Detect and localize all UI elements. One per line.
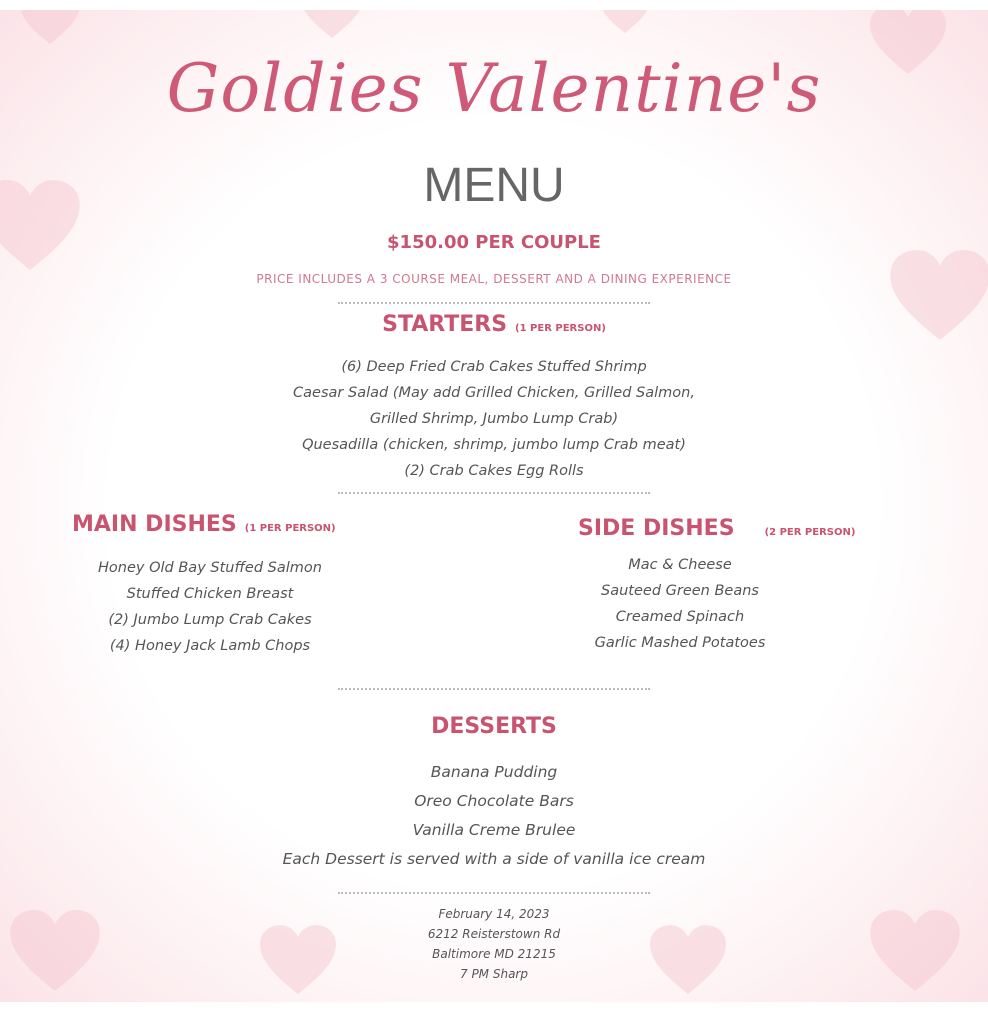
menu-card bbox=[0, 10, 988, 1002]
divider bbox=[338, 892, 650, 894]
sides-heading: SIDE DISHES bbox=[578, 516, 735, 541]
list-item: Vanilla Creme Brulee bbox=[412, 821, 576, 839]
divider bbox=[338, 302, 650, 304]
mains-list bbox=[60, 555, 360, 659]
divider bbox=[338, 492, 650, 494]
heart-icon bbox=[300, 10, 364, 38]
list-item: Caesar Salad (May add Grilled Chicken, Grilled Salmon, bbox=[293, 385, 695, 401]
event-details bbox=[0, 904, 988, 984]
heart-icon bbox=[20, 10, 80, 44]
list-item: Stuffed Chicken Breast bbox=[126, 586, 294, 602]
list-item: (6) Deep Fried Crab Cakes Stuffed Shrimp bbox=[341, 359, 647, 375]
list-item: Honey Old Bay Stuffed Salmon bbox=[98, 560, 322, 576]
menu-title: MENU bbox=[423, 159, 565, 212]
mains-note: (1 PER PERSON) bbox=[244, 523, 336, 534]
price: $150.00 PER COUPLE bbox=[387, 232, 601, 253]
starters-heading: STARTERS bbox=[382, 312, 508, 337]
event-address: 6212 Reisterstown Rd bbox=[427, 927, 561, 941]
desserts-list bbox=[0, 758, 988, 874]
sides-header bbox=[578, 516, 938, 541]
event-city: Baltimore MD 21215 bbox=[432, 947, 556, 961]
event-date: February 14, 2023 bbox=[438, 907, 550, 921]
list-item: (2) Crab Cakes Egg Rolls bbox=[404, 463, 584, 479]
list-item: Mac & Cheese bbox=[628, 557, 732, 573]
list-item: Banana Pudding bbox=[430, 763, 558, 781]
sides-note: (2 PER PERSON) bbox=[764, 527, 856, 538]
list-item: Creamed Spinach bbox=[615, 609, 745, 625]
mains-header bbox=[60, 512, 420, 537]
divider bbox=[338, 688, 650, 690]
list-item: Quesadilla (chicken, shrimp, jumbo lump Crab meat) bbox=[302, 437, 686, 453]
event-time: 7 PM Sharp bbox=[460, 967, 528, 981]
list-item: Each Dessert is served with a side of vanilla ice cream bbox=[282, 850, 706, 868]
list-item: (4) Honey Jack Lamb Chops bbox=[109, 638, 311, 654]
menu-title-script: Goldies Valentine's bbox=[166, 50, 822, 127]
starters-list bbox=[0, 354, 988, 484]
list-item: Garlic Mashed Potatoes bbox=[594, 635, 766, 651]
list-item: Oreo Chocolate Bars bbox=[414, 792, 574, 810]
desserts-heading: DESSERTS bbox=[431, 714, 557, 739]
starters-note: (1 PER PERSON) bbox=[515, 323, 606, 334]
list-item: Sauteed Green Beans bbox=[601, 583, 759, 599]
price-note: PRICE INCLUDES A 3 COURSE MEAL, DESSERT AND A DINING EXPERIENCE bbox=[256, 272, 732, 286]
list-item: (2) Jumbo Lump Crab Cakes bbox=[108, 612, 312, 628]
mains-heading: MAIN DISHES bbox=[72, 512, 237, 537]
starters-header bbox=[0, 312, 988, 337]
list-item: Grilled Shrimp, Jumbo Lump Crab) bbox=[369, 411, 619, 427]
sides-list bbox=[560, 552, 800, 656]
heart-icon bbox=[600, 10, 650, 33]
